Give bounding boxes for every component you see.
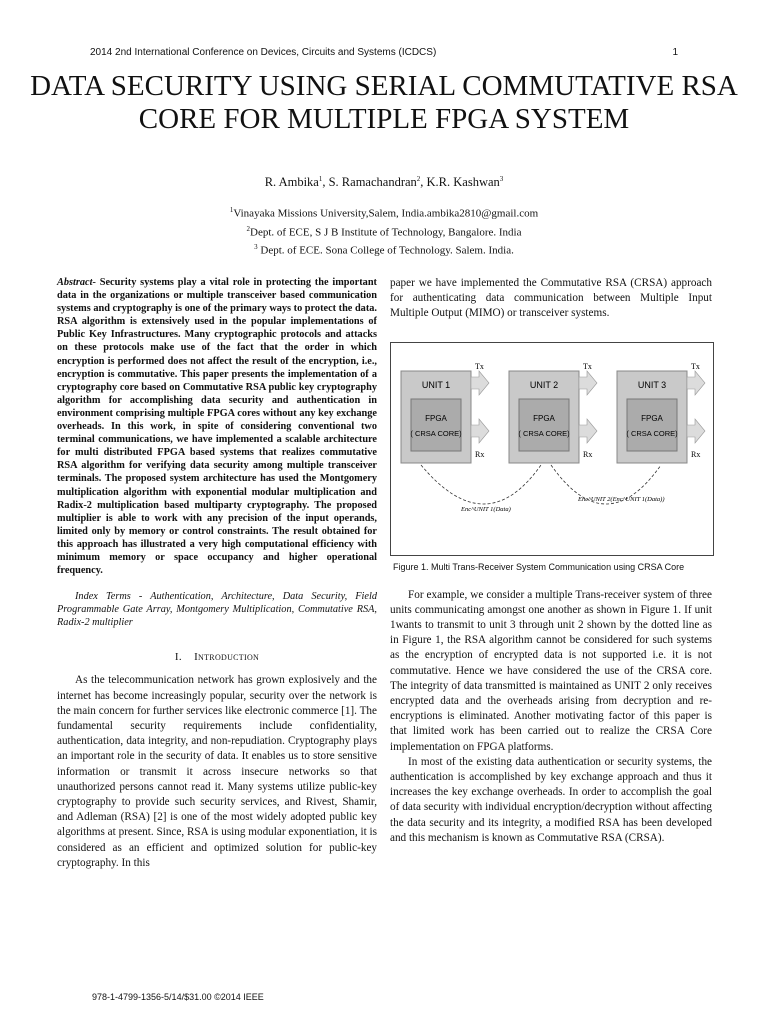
unit-2-core: ( CRSA CORE): [518, 428, 570, 438]
intro-paragraph: As the telecommunication network has grown explosively and the internet has become increasingly popular, security over the network is the main concern for further services like electronic commerce [1]. The fundamental security requirements include confidentiality, authentication, data integrity, and non-repudiation. Cryptography plays an important role in the security of data. It enables us to store sensitive information or transmit it across insecure networks so that unauthorized persons cannot read it. Many systems utilize public-key cryptography to provide such security services, and Rivest, Shamir, and Adleman (RSA) [2] is one of the most widely adopted public key algorithms at present. Since, RSA is using modular exponentiation, it is considered as an efficient and optimized solution for public-key cryptography. In this: [57, 674, 377, 869]
running-header: [90, 47, 678, 58]
section-heading: I. Introduction: [174, 651, 260, 664]
unit-2-label: UNIT 2: [529, 379, 559, 390]
author-mark: 3: [499, 175, 504, 183]
unit-1-core: ( CRSA CORE): [410, 428, 462, 438]
unit-1-fpga: FPGA: [425, 413, 447, 423]
body-paragraph: In most of the existing data authentication or security systems, the authentication is accomplished by key exchange approach and thus it increases the key exchange overheads. In order to accomplish the goal of data security with individual encryption/decryption without affecting the data security and its integrity, a modified RSA has been developed and this mechanism is known as Commutative RSA (CRSA).: [390, 755, 712, 844]
conference-name: 2014 2nd International Conference on Devices, Circuits and Systems (ICDCS): [90, 47, 437, 58]
unit-3-fpga-box: [627, 399, 677, 451]
unit-3-core: ( CRSA CORE): [626, 428, 678, 438]
abstract-text: Security systems play a vital role in protecting the important data in the organizations or multiple transceiver based communication systems and cryptography is one of the primary ways to protect the data. RSA algorithm is extensively used in the popular implementations of Public Key Infrastructures. Many cryptographic protocols and attacks on these protocols make use of the fact that the order in which encryption is performed does not affect the result of the encryption, i.e., encryption is commutative. This paper presents the implementation of a cryptography core based on Commutative RSA public key cryptography algorithm for accomplishing data security and authentication in environment comprising multiple FPGA cores without any key exchange overheads. In this work, in spite of considering conventional two terminal communications, we have implemented a scalable architecture for multi distributed FPGA based systems that realizes commutative RSA algorithm for verifying data security among multiple transceiver terminals. The proposed system architecture has used the Montgomery multiplication algorithm with exponential modular multiplication and Radix-2 multiplication based multiparty cryptography. The proposed multiplier is able to work with any precision of the input operands, limited only by memory or control constraints. The result obtained for this approach has illustrated a very high computational efficiency with minimum memory or space occupancy and higher operational frequency.: [57, 277, 377, 577]
unit-1-rx-arrow: [471, 419, 489, 443]
right-column: [390, 276, 712, 846]
system-diagram: [391, 343, 713, 555]
author-name: R. Ambika: [264, 175, 319, 190]
unit-2-block: [509, 362, 597, 463]
continued-paragraph: paper we have implemented the Commutative RSA (CRSA) approach for authenticating data communication between Multiple Input Multiple Output (MIMO) or transceiver systems.: [390, 277, 712, 320]
figure-1: [390, 342, 714, 556]
unit-2-rx-arrow: [579, 419, 597, 443]
author-mark: 2: [416, 175, 421, 183]
author-mark: 1: [318, 175, 323, 183]
affiliation-line: $^2$Dept. of ECE, S J B Institute of Technology, Bangalore. India: [246, 224, 522, 239]
left-column: [57, 276, 377, 871]
arc-2-label: Enc^UNIT 2(Enc^UNIT 1(Data)): [578, 495, 665, 503]
author-name: K.R. Kashwan: [426, 175, 500, 190]
unit-1-tx-label: Tx: [475, 361, 484, 371]
arc-unit1-to-unit2: [421, 465, 541, 504]
copyright-footer: 978-1-4799-1356-5/14/$31.00 ©2014 IEEE: [92, 992, 264, 1002]
page-number: 1: [672, 47, 678, 58]
figure-caption: Figure 1. Multi Trans-Receiver System Communication using CRSA Core: [393, 561, 685, 572]
arc-1-label: Enc^UNIT 1(Data): [461, 505, 511, 513]
paper-title: DATA SECURITY USING SERIAL COMMUTATIVE RSA CORE FOR MULTIPLE FPGA SYSTEM: [30, 70, 738, 135]
unit-3-block: [617, 362, 705, 463]
unit-1-fpga-box: [411, 399, 461, 451]
unit-1-tx-arrow: [471, 371, 489, 395]
unit-1-block: [401, 362, 489, 463]
unit-3-tx-label: Tx: [691, 361, 700, 371]
unit-1-rx-label: Rx: [475, 449, 485, 459]
affiliation-line: $^3$ Dept. of ECE. Sona College of Technology. Salem. India.: [254, 243, 514, 257]
author-line: R. Ambika$^1$, S. Ramachandran$^2$, K.R. Kashwan$^3$: [264, 175, 504, 190]
unit-2-tx-label: Tx: [583, 361, 592, 371]
unit-1-label: UNIT 1: [421, 379, 451, 390]
unit-2-fpga: FPGA: [533, 413, 555, 423]
unit-2-tx-arrow: [579, 371, 597, 395]
abstract: [57, 276, 377, 577]
affiliations: [0, 203, 768, 259]
body-paragraph: For example, we consider a multiple Trans-receiver system of three units communicating amongst one another as shown in Figure 1. If unit 1wants to transmit to unit 3 through unit 2 shown by the dotted line as in Figure 1, the RSA algorithm cannot be considered for such systems as the encryption of encrypted data is not supported i.e. it is not commutative. Hence we have considered the use of the CRSA core. The integrity of data transmitted is maintained as UNIT 2 only receives encrypted data and the overheads arising from decryption and re-encryptions is eliminated. Another motivating factor of this paper is that limited work has been carried out to realize the CRSA Core implementation on FPGA platforms.: [390, 588, 712, 753]
unit-3-tx-arrow: [687, 371, 705, 395]
affiliation-line: $^1$Vinayaka Missions University,Salem, India.ambika2810@gmail.com: [229, 206, 539, 220]
author-name: S. Ramachandran: [328, 175, 417, 190]
unit-2-rx-label: Rx: [583, 449, 593, 459]
abstract-label: Abstract-: [57, 277, 96, 288]
index-terms: Index Terms - Authentication, Architecture, Data Security, Field Programmable Gate Array, Montgomery Multiplication, Commutative RSA, Radix-2 multiplier: [57, 591, 377, 629]
unit-3-rx-label: Rx: [691, 449, 701, 459]
unit-3-label: UNIT 3: [637, 379, 667, 390]
unit-3-rx-arrow: [687, 419, 705, 443]
unit-2-fpga-box: [519, 399, 569, 451]
unit-3-fpga: FPGA: [641, 413, 663, 423]
